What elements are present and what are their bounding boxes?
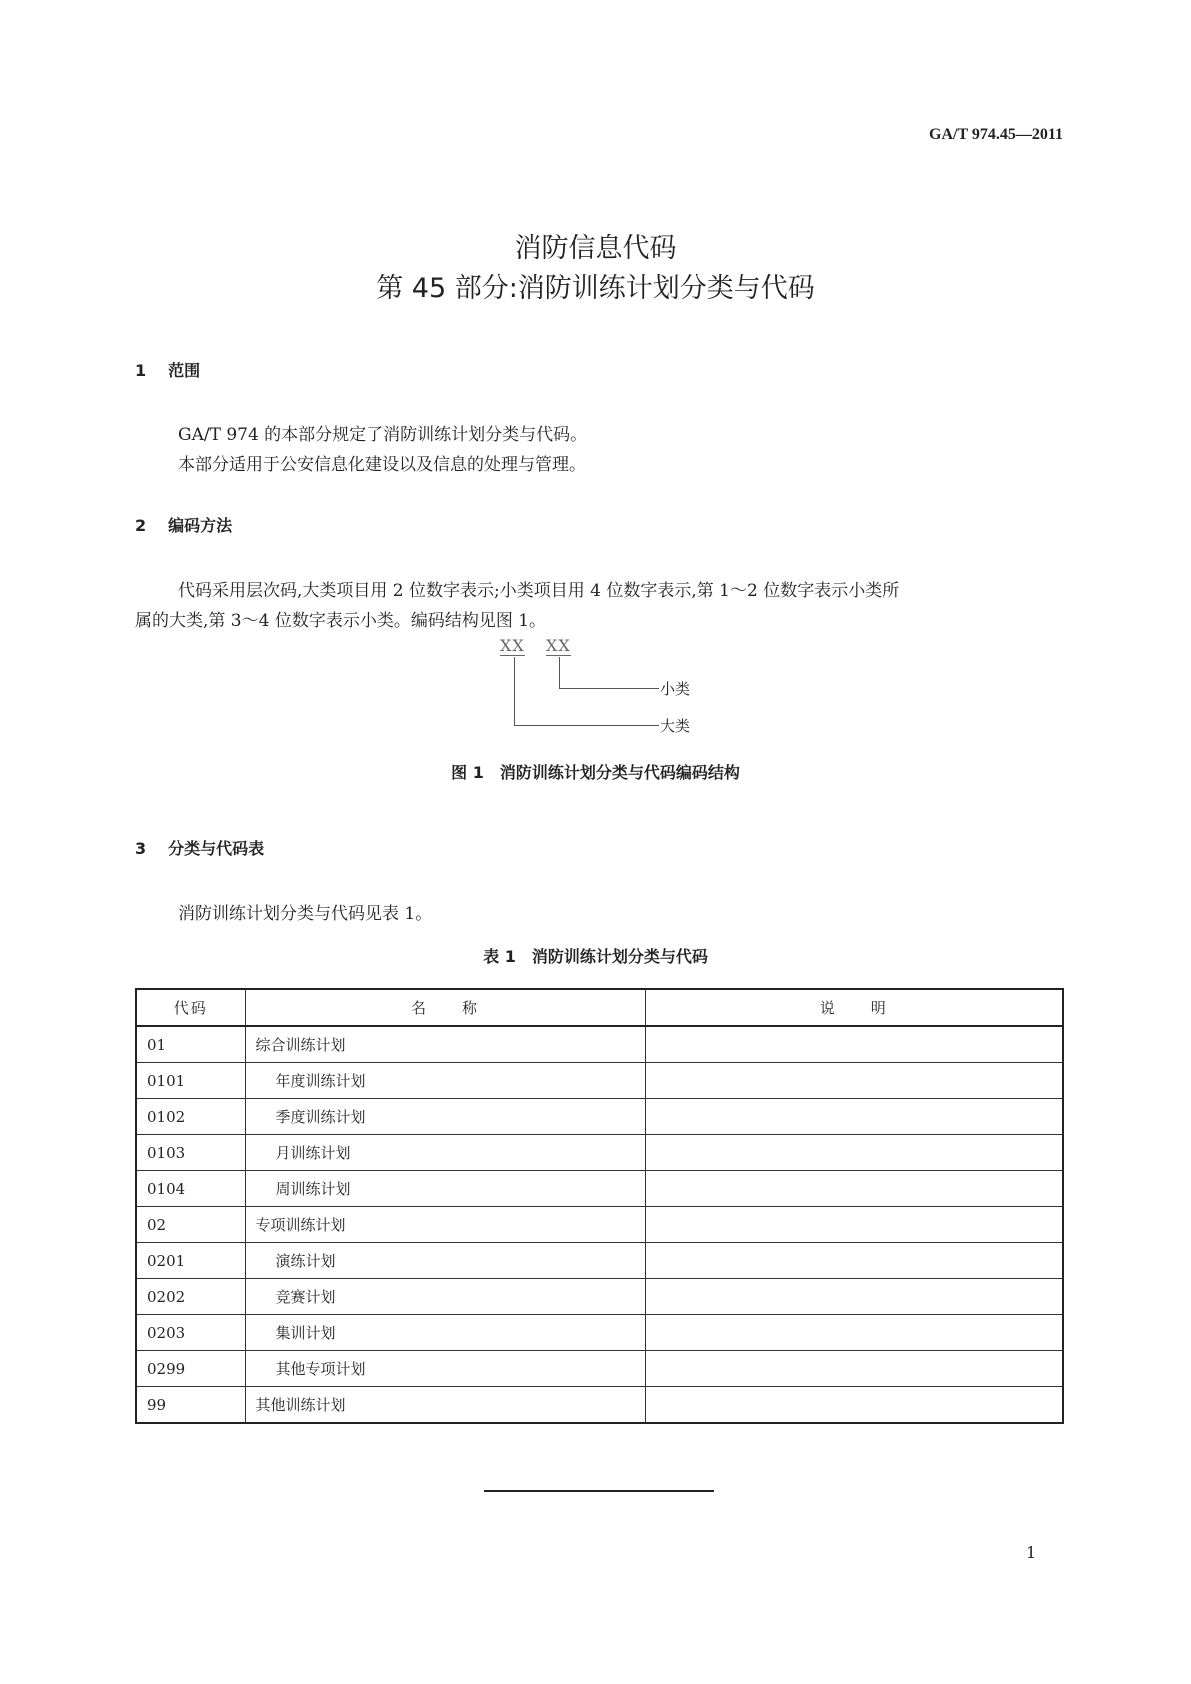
paragraph: 代码采用层次码,大类项目用 2 位数字表示;小类项目用 4 位数字表示,第 1～2 位数字表示小类所 xyxy=(178,581,900,601)
paragraph: GA/T 974 的本部分规定了消防训练计划分类与代码。 xyxy=(178,425,588,445)
table-row xyxy=(136,1135,1063,1171)
name-cell: 年度训练计划 xyxy=(245,1063,645,1099)
name-cell: 集训计划 xyxy=(245,1315,645,1351)
table-row xyxy=(136,1279,1063,1315)
figure-caption: 图 1 消防训练计划分类与代码编码结构 xyxy=(451,763,740,782)
code-cell: 0101 xyxy=(136,1063,245,1099)
table-row xyxy=(136,1207,1063,1243)
code-cell: 99 xyxy=(136,1387,245,1424)
description-cell xyxy=(645,1207,1063,1243)
section-1-heading xyxy=(135,358,222,381)
description-cell xyxy=(645,1063,1063,1099)
minor-label: 小类 xyxy=(660,680,691,698)
code-cell: 0201 xyxy=(136,1243,245,1279)
code-cell: 0104 xyxy=(136,1171,245,1207)
name-cell: 周训练计划 xyxy=(245,1171,645,1207)
connector-line xyxy=(514,725,659,726)
section-3-heading xyxy=(135,836,286,859)
name-cell: 季度训练计划 xyxy=(245,1099,645,1135)
connector-line xyxy=(514,657,515,726)
section-title: 分类与代码表 xyxy=(168,839,265,858)
name-cell: 竞赛计划 xyxy=(245,1279,645,1315)
description-cell xyxy=(645,1026,1063,1063)
table-row xyxy=(136,1387,1063,1424)
column-header: 名 称 xyxy=(245,989,645,1026)
table-row xyxy=(136,1099,1063,1135)
section-number: 3 xyxy=(135,839,147,858)
end-rule xyxy=(484,1490,714,1492)
name-cell: 其他专项计划 xyxy=(245,1351,645,1387)
code-cell: 0203 xyxy=(136,1315,245,1351)
name-cell: 综合训练计划 xyxy=(245,1026,645,1063)
table-row xyxy=(136,1315,1063,1351)
table-header-row xyxy=(136,989,1063,1026)
table-row xyxy=(136,1063,1063,1099)
section-title: 编码方法 xyxy=(168,516,233,535)
description-cell xyxy=(645,1315,1063,1351)
description-cell xyxy=(645,1243,1063,1279)
paragraph: 本部分适用于公安信息化建设以及信息的处理与管理。 xyxy=(178,455,586,475)
connector-line xyxy=(559,688,659,689)
code-cell: 01 xyxy=(136,1026,245,1063)
name-cell: 其他训练计划 xyxy=(245,1387,645,1424)
description-cell xyxy=(645,1171,1063,1207)
description-cell xyxy=(645,1351,1063,1387)
column-header: 说 明 xyxy=(645,989,1063,1026)
name-cell: 演练计划 xyxy=(245,1243,645,1279)
major-label: 大类 xyxy=(660,717,691,735)
connector-line xyxy=(559,657,560,689)
title-line-1: 消防信息代码 xyxy=(514,233,677,264)
code-cell: 02 xyxy=(136,1207,245,1243)
code-cell: 0202 xyxy=(136,1279,245,1315)
section-number: 1 xyxy=(135,361,147,380)
description-cell xyxy=(645,1099,1063,1135)
standard-number: GA/T 974.45—2011 xyxy=(929,126,1063,143)
section-title: 范围 xyxy=(168,361,201,380)
name-cell: 专项训练计划 xyxy=(245,1207,645,1243)
major-code-placeholder: XX xyxy=(500,636,525,655)
code-cell: 0102 xyxy=(136,1099,245,1135)
code-cell: 0103 xyxy=(136,1135,245,1171)
column-header: 代码 xyxy=(136,989,245,1026)
page-number: 1 xyxy=(1026,1543,1037,1562)
code-cell: 0299 xyxy=(136,1351,245,1387)
description-cell xyxy=(645,1279,1063,1315)
description-cell xyxy=(645,1387,1063,1424)
table-row xyxy=(136,1026,1063,1063)
table-caption: 表 1 消防训练计划分类与代码 xyxy=(483,947,708,966)
code-table xyxy=(135,988,1064,1424)
section-number: 2 xyxy=(135,516,147,535)
table-row xyxy=(136,1243,1063,1279)
paragraph: 属的大类,第 3～4 位数字表示小类。编码结构见图 1。 xyxy=(135,611,547,631)
paragraph: 消防训练计划分类与代码见表 1。 xyxy=(178,904,433,924)
table-row xyxy=(136,1171,1063,1207)
description-cell xyxy=(645,1135,1063,1171)
minor-code-placeholder: XX xyxy=(546,636,571,655)
section-2-heading xyxy=(135,513,254,536)
table-row xyxy=(136,1351,1063,1387)
title-line-2: 第 45 部分:消防训练计划分类与代码 xyxy=(376,273,815,304)
name-cell: 月训练计划 xyxy=(245,1135,645,1171)
